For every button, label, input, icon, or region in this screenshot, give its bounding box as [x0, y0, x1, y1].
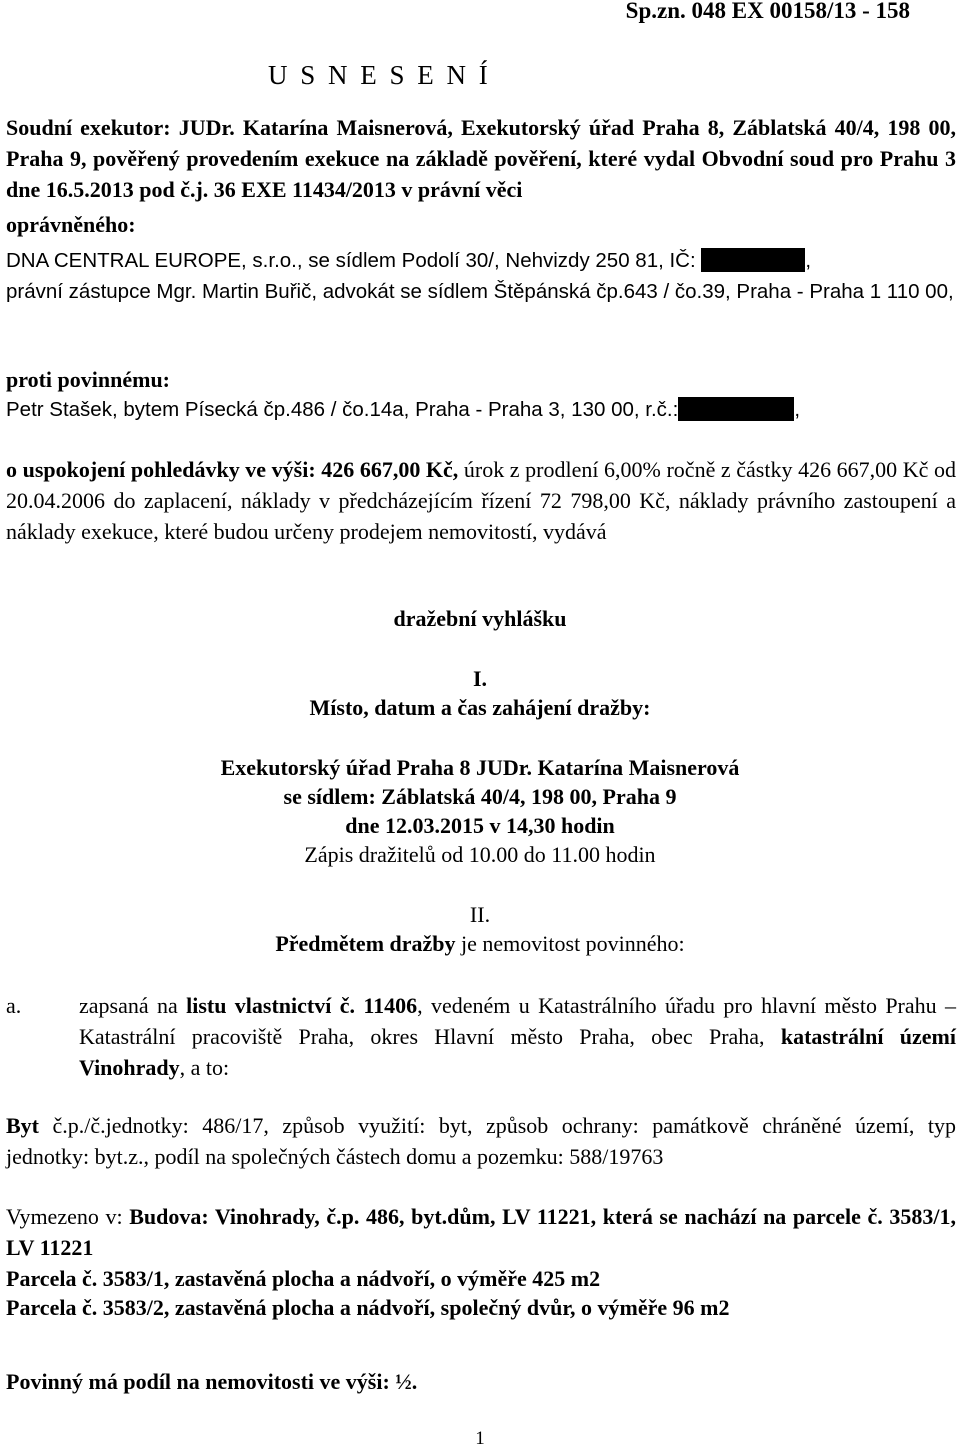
intro-paragraph	[6, 112, 956, 205]
definition-prefix: Vymezeno v:	[6, 1204, 130, 1229]
ownership-sheet: listu vlastnictví č. 11406	[186, 993, 418, 1018]
debtor-details	[6, 394, 956, 425]
unit-details: č.p./č.jednotky: 486/17, způsob využití: byt, způsob ochrany: památkově chráněné území, typ jednotky: byt.z., podíl na společných částech domu a pozemku: 588/19763	[6, 1113, 956, 1169]
parcel-1: Parcela č. 3583/1, zastavěná plocha a nádvoří, o výměře 425 m2	[6, 1266, 601, 1291]
debtor-line: Petr Stašek, bytem Písecká čp.486 / čo.14a, Praha - Praha 3, 130 00, r.č.:	[6, 398, 679, 421]
list-item-a	[6, 990, 956, 1083]
debtor-label: proti povinnému:	[6, 367, 171, 392]
ownership-share: Povinný má podíl na nemovitosti ve výši: ½.	[6, 1369, 418, 1394]
redacted-ico	[701, 248, 805, 272]
debtor-comma: ,	[794, 398, 801, 421]
creditor-representative: právní zástupce Mgr. Martin Buřič, advokát se sídlem Štěpánská čp.643 / čo.39, Praha - Praha 1 110 00,	[6, 280, 954, 303]
registration-time: Zápis dražitelů od 10.00 do 11.00 hodin	[304, 842, 656, 867]
parcel-2: Parcela č. 3583/2, zastavěná plocha a nádvoří, společný dvůr, o výměře 96 m2	[6, 1295, 730, 1320]
redacted-birth-number	[678, 397, 794, 421]
section-1-heading: Místo, datum a čas zahájení dražby:	[309, 695, 651, 720]
creditor-details	[6, 245, 956, 307]
section-1-numeral: I.	[472, 666, 488, 691]
auction-date: dne 12.03.2015 v 14,30 hodin	[345, 813, 615, 838]
section-2-numeral: II.	[469, 902, 491, 927]
subject-rest: je nemovitost povinného:	[455, 931, 685, 956]
file-reference-number: Sp.zn. 048 EX 00158/13 - 158	[625, 0, 910, 23]
definition-paragraph	[6, 1201, 956, 1263]
creditor-comma: ,	[805, 249, 812, 272]
intro-text: Soudní exekutor: JUDr. Katarína Maisnerová, Exekutorský úřad Praha 8, Záblatská 40/4, 198 00, Praha 9, pověřený provedením exekuce na základě pověření, které vydal Obvodní soud pro Prahu 3 dne 16.5.2013 pod č.j. 36 EXE 11434/2013 v právní věci	[6, 115, 956, 202]
item-a-part: , vedeném u Katastrálního úřadu pro hlavní město Prahu – Katastrální pracoviště Praha, okres Hlavní město Praha, obec Praha,	[79, 993, 956, 1049]
building-definition: Budova: Vinohrady, č.p. 486, byt.dům, LV 11221, která se nachází na parcele č. 3583/1, LV 11221	[6, 1204, 957, 1260]
unit-label: Byt	[6, 1113, 39, 1138]
decision-title: dražební vyhlášku	[393, 606, 567, 631]
page-number: 1	[475, 1428, 485, 1449]
claim-paragraph	[6, 454, 956, 547]
creditor-line: DNA CENTRAL EUROPE, s.r.o., se sídlem Podolí 30/, Nehvizdy 250 81, IČ:	[6, 249, 696, 272]
creditor-label: oprávněného:	[6, 212, 136, 237]
subject-label: Předmětem dražby	[275, 931, 456, 956]
section-2-heading	[0, 929, 960, 958]
item-a-part: , a to:	[179, 1055, 230, 1080]
claim-details: úrok z prodlení 6,00% ročně z částky 426 667,00 Kč od 20.04.2006 do zaplacení, náklady v předcházejícím řízení 72 798,00 Kč, náklady právního zastoupení a náklady exekuce, které budou určeny prodejem nemovitostí, vydává	[6, 457, 956, 544]
document-title: U S N E S E N Í	[268, 60, 491, 90]
claim-amount: o uspokojení pohledávky ve výši: 426 667,00 Kč,	[6, 457, 459, 482]
auction-address: se sídlem: Záblatská 40/4, 198 00, Praha 9	[283, 784, 677, 809]
unit-paragraph	[6, 1110, 956, 1172]
cadastral-area: katastrální území Vinohrady	[79, 1024, 956, 1080]
list-item-a-text	[79, 990, 956, 1083]
list-marker: a.	[6, 993, 22, 1018]
item-a-part: zapsaná na	[79, 993, 187, 1018]
auction-office: Exekutorský úřad Praha 8 JUDr. Katarína Maisnerová	[220, 755, 740, 780]
